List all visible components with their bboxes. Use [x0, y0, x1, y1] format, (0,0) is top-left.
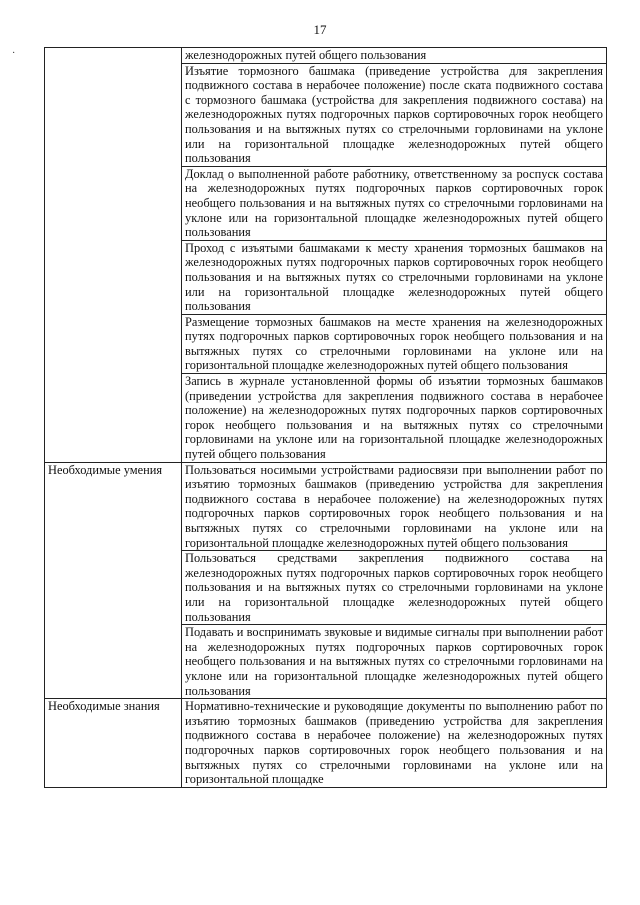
row-text: Изъятие тормозного башмака (приведение устройства для закрепления подвижного состава в нерабочее положение) после ската подвижного состава с тормозного башмака (устройства для закрепления подвижного состава) на железнодорожных путях подгорочных парков сортировочных горок необщего пользования и на вытяжных путях со стрелочными горловинами на уклоне или на горизонтальной площадке железнодорожных путей общего пользования — [185, 63, 603, 166]
row-text-cell — [182, 48, 607, 64]
row-text-cell — [182, 551, 607, 625]
page-number: 17 — [313, 22, 327, 37]
row-label-cell — [45, 48, 182, 463]
row-text-cell — [182, 166, 607, 240]
row-text-cell — [182, 240, 607, 314]
row-text: Пользоваться носимыми устройствами радиосвязи при выполнении работ по изъятию тормозных башмаков (приведению устройства для закрепления подвижного состава в нерабочее положение) на железнодорожных путях подгорочных парков сортировочных горок необщего пользования и на вытяжных путях со стрелочными горловинами на уклоне или на горизонтальной площадке железнодорожных путей общего пользования — [185, 462, 603, 550]
row-text: Размещение тормозных башмаков на месте хранения на железнодорожных путях подгорочных парков сортировочных горок необщего пользования и на вытяжных путях со стрелочными горловинами на уклоне или на горизонтальной площадке железнодорожных путей общего пользования — [185, 314, 603, 373]
row-text: Пользоваться средствами закрепления подвижного состава на железнодорожных путях подгорочных парков сортировочных горок необщего пользования и на вытяжных путях со стрелочными горловинами на уклоне или на горизонтальной площадке железнодорожных путей общего пользования — [185, 551, 603, 624]
row-text-cell — [182, 462, 607, 551]
row-label-skills: Необходимые умения — [48, 462, 163, 477]
row-text: Доклад о выполненной работе работнику, ответственному за роспуск состава на железнодорожных путях подгорочных парков сортировочных горок необщего пользования и на вытяжных путях со стрелочными горловинами на уклоне или на горизонтальной площадке железнодорожных путей общего пользования — [185, 166, 603, 240]
table-row — [45, 48, 607, 64]
row-text: Нормативно-технические и руководящие документы по выполнению работ по изъятию тормозных башмаков (приведению устройства для закрепления подвижного состава в нерабочее положение) на железнодорожных путях подгорочных парков сортировочных горок необщего пользования и на вытяжных путях со стрелочными горловинами на уклоне или на горизонтальной площадке — [185, 699, 603, 787]
row-label-cell — [45, 462, 182, 699]
row-text: Запись в журнале установленной формы об изъятии тормозных башмаков (приведении устройства для закрепления подвижного состава в нерабочее положение) на железнодорожных путях подгорочных парков сортировочных горок необщего пользования и на вытяжных путях со стрелочными горловинами на уклоне или на горизонтальной площадке железнодорожных путей общего пользования — [185, 374, 603, 462]
row-text: Подавать и воспринимать звуковые и видимые сигналы при выполнении работ на железнодорожных путях подгорочных парков сортировочных горок необщего пользования и на вытяжных путях со стрелочными горловинами на уклоне или на горизонтальной площадке железнодорожных путей общего пользования — [185, 625, 603, 698]
table-row — [45, 699, 607, 788]
job-function-table — [44, 47, 607, 788]
row-text: железнодорожных путей общего пользования — [185, 48, 427, 62]
row-text-cell — [182, 63, 607, 166]
row-text-cell — [182, 625, 607, 699]
row-text-cell — [182, 374, 607, 463]
row-text-cell — [182, 699, 607, 788]
row-text: Проход с изъятыми башмаками к месту хранения тормозных башмаков на железнодорожных путях подгорочных парков сортировочных горок необщего пользования и на вытяжных путях со стрелочными горловинами на уклоне или на горизонтальной площадке железнодорожных путей общего пользования — [185, 240, 603, 314]
row-label-cell — [45, 699, 182, 788]
row-label-knowledge: Необходимые знания — [48, 699, 160, 714]
scan-artifact-mark: · — [12, 48, 16, 59]
row-text-cell — [182, 314, 607, 373]
table-row — [45, 462, 607, 551]
